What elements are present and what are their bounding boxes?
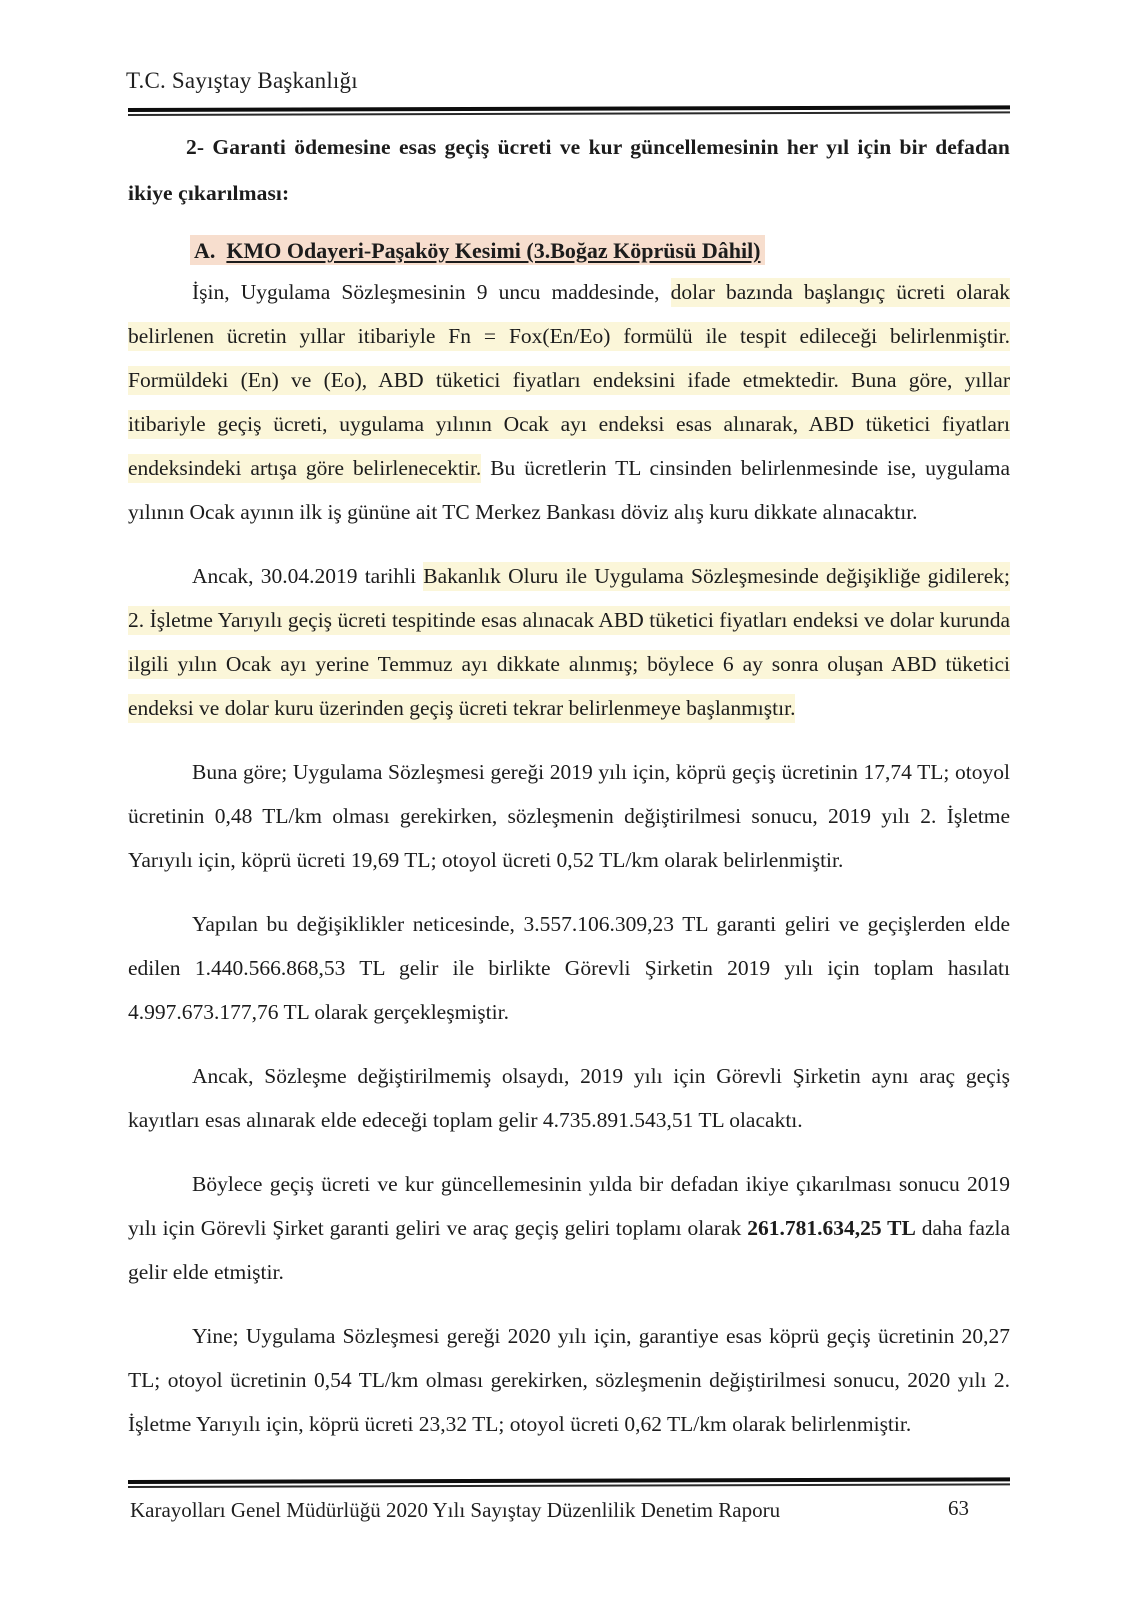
- p1-highlight-1: dolar bazında başlangıç ücreti olarak belirlenen ücretin yıllar itibariyle Fn = Fox(En/Eo) formülü ile tespit edileceği belirlenmiştir. Formüldeki (En) ve (Eo), ABD tüketici fiyatları endeksini ifade etmektedir. Buna göre, yıllar itibariyle geçiş ücreti, uygulama yılının Ocak ayı endeksi esas alınarak, ABD tüketici fiyatları endeksindeki artışa göre belirlenecektir.: [128, 278, 1010, 483]
- paragraph-4: Yapılan bu değişiklikler neticesinde, 3.557.106.309,23 TL garanti geliri ve geçişlerden elde edilen 1.440.566.868,53 TL gelir ile birlikte Görevli Şirketin 2019 yılı için toplam hasılatı 4.997.673.177,76 TL olarak gerçekleşmiştir.: [128, 912, 1010, 1024]
- footer-rule-thick: [128, 1477, 1010, 1483]
- subsection-heading: [128, 234, 1010, 268]
- subsection-title: KMO Odayeri-Paşaköy Kesimi (3.Boğaz Köprüsü Dâhil): [226, 238, 761, 263]
- page-header-title: T.C. Sayıştay Başkanlığı: [126, 68, 358, 93]
- page-number: 63: [948, 1496, 969, 1520]
- section-heading-text: Garanti ödemesine esas geçiş ücreti ve kur güncellemesinin her yıl için bir defadan ikiye çıkarılması:: [128, 135, 1010, 205]
- paragraph-2: [128, 554, 1010, 730]
- page-footer-text: Karayolları Genel Müdürlüğü 2020 Yılı Sayıştay Düzenlilik Denetim Raporu: [130, 1498, 781, 1522]
- header-rule-thick: [128, 105, 1010, 111]
- header-rule-thin: [128, 111, 1010, 115]
- p6-plain-2: daha fazla gelir elde etmiştir.: [128, 1216, 1010, 1284]
- p1-plain-2: Bu ücretlerin TL cinsinden belirlenmesinde ise, uygulama yılının Ocak ayının ilk iş gününe ait TC Merkez Bankası döviz alış kuru dikkate alınacaktır.: [128, 456, 1010, 524]
- subsection-letter: A.: [194, 238, 216, 263]
- section-heading: [128, 124, 1010, 216]
- section-number: 2-: [186, 135, 205, 159]
- paragraph-1: [128, 270, 1010, 534]
- p6-bold-amount: 261.781.634,25 TL: [747, 1216, 916, 1240]
- p2-plain-1: Ancak, 30.04.2019 tarihli: [192, 564, 424, 588]
- document-body: [128, 124, 1010, 1446]
- footer-rule-thin: [128, 1483, 1010, 1487]
- subsection-highlight: [190, 235, 765, 265]
- p6-plain-1: Böylece geçiş ücreti ve kur güncellemesinin yılda bir defadan ikiye çıkarılması sonucu 2019 yılı için Görevli Şirket garanti geliri ve araç geçiş geliri toplamı olarak: [128, 1172, 1010, 1240]
- footer-divider-rule: [128, 1480, 1010, 1489]
- p1-plain-1: İşin, Uygulama Sözleşmesinin 9 uncu maddesinde,: [192, 280, 671, 304]
- paragraph-5: Ancak, Sözleşme değiştirilmemiş olsaydı, 2019 yılı için Görevli Şirketin aynı araç geçiş kayıtları esas alınarak elde edeceği toplam gelir 4.735.891.543,51 TL olacaktı.: [128, 1064, 1010, 1132]
- paragraph-6: [128, 1162, 1010, 1294]
- paragraph-7: Yine; Uygulama Sözleşmesi gereği 2020 yılı için, garantiye esas köprü geçiş ücretinin 20,27 TL; otoyol ücretinin 0,54 TL/km olması gerekirken, sözleşmenin değiştirilmesi sonucu, 2020 yılı 2. İşletme Yarıyılı için, köprü ücreti 23,32 TL; otoyol ücreti 0,62 TL/km olarak belirlenmiştir.: [128, 1324, 1010, 1436]
- paragraph-3: Buna göre; Uygulama Sözleşmesi gereği 2019 yılı için, köprü geçiş ücretinin 17,74 TL; otoyol ücretinin 0,48 TL/km olması gerekirken, sözleşmenin değiştirilmesi sonucu, 2019 yılı 2. İşletme Yarıyılı için, köprü ücreti 19,69 TL; otoyol ücreti 0,52 TL/km olarak belirlenmiştir.: [128, 760, 1010, 872]
- header-divider-rule: [128, 108, 1010, 117]
- p2-highlight-1: Bakanlık Oluru ile Uygulama Sözleşmesinde değişikliğe gidilerek; 2. İşletme Yarıyılı geçiş ücreti tespitinde esas alınacak ABD tüketici fiyatları endeksi ve dolar kurunda ilgili yılın Ocak ayı yerine Temmuz ayı dikkate alınmış; böylece 6 ay sonra oluşan ABD tüketici endeksi ve dolar kuru üzerinden geçiş ücreti tekrar belirlenmeye başlanmıştır.: [128, 562, 1010, 723]
